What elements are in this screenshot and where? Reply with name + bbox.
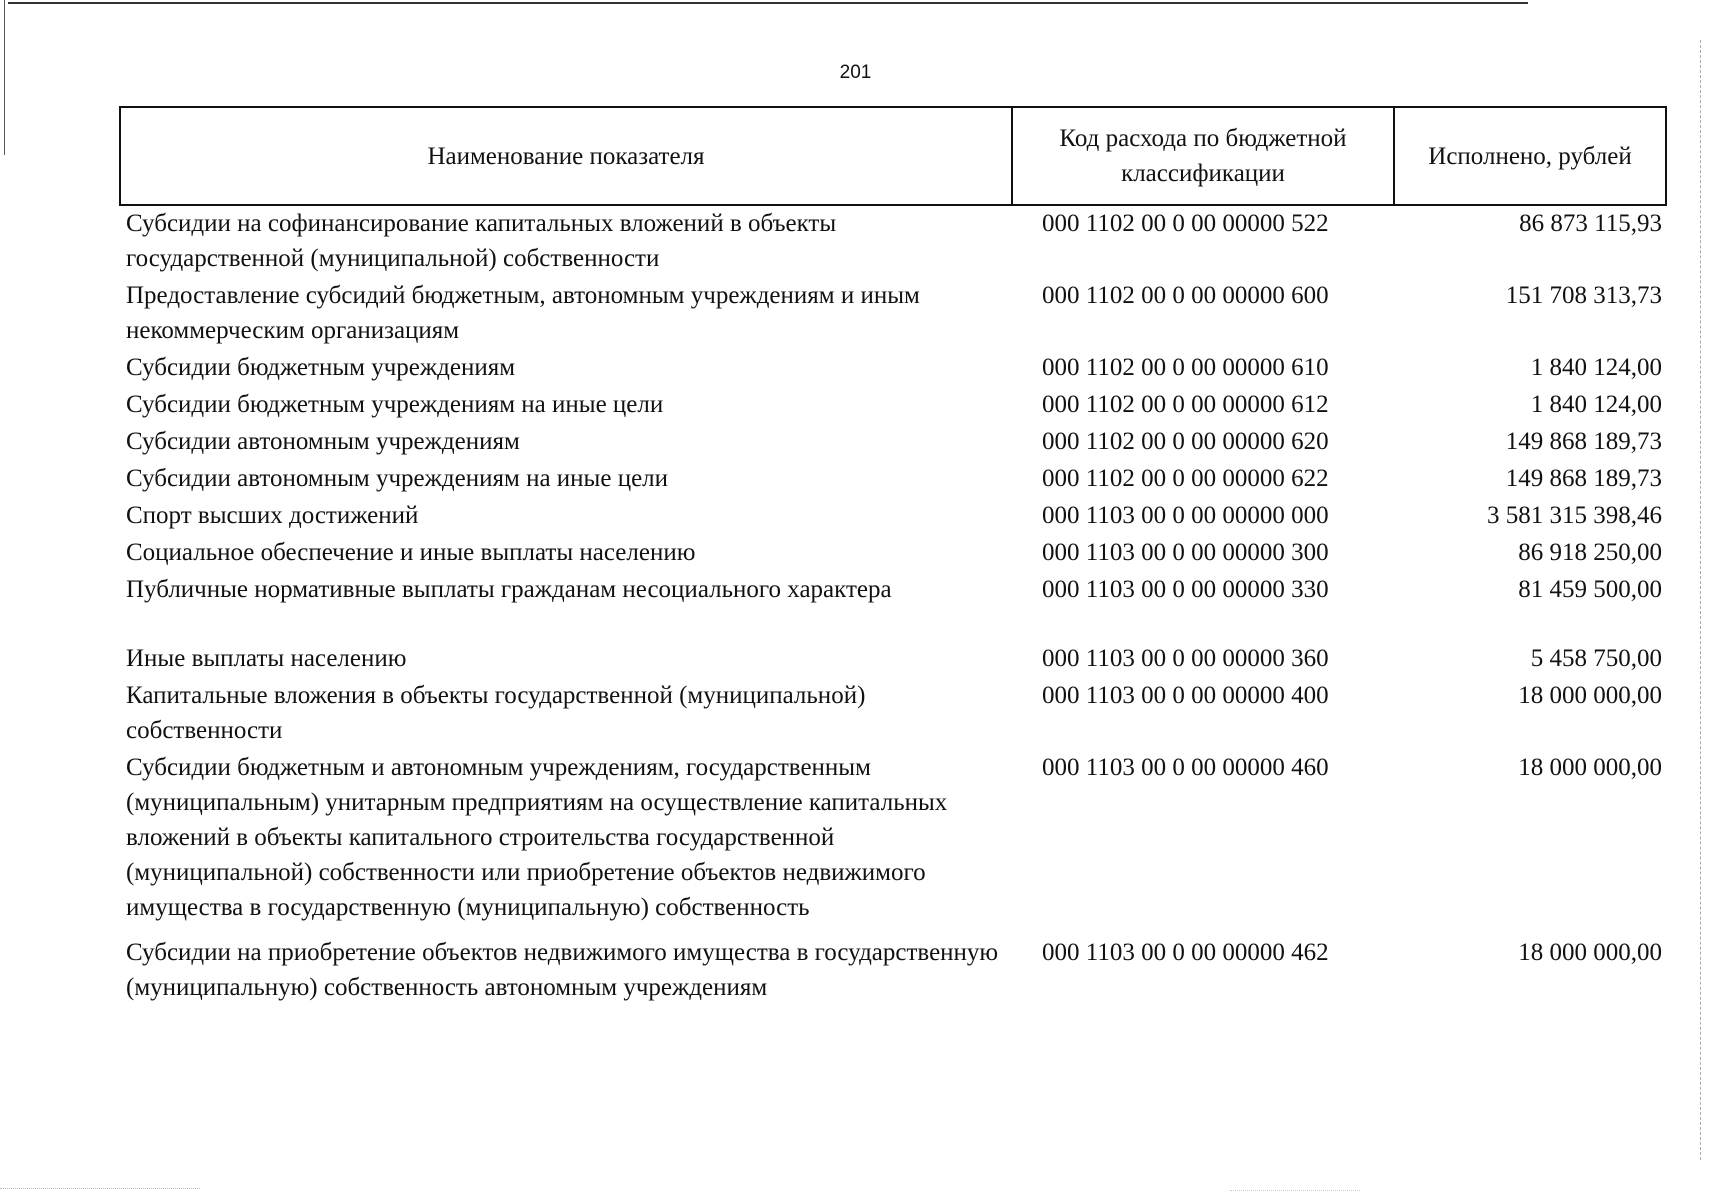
table-header-row: [120, 107, 1666, 205]
table-row: [120, 678, 1666, 750]
row-name: Предоставление субсидий бюджетным, автономным учреждениям и иным некоммерческим организациям: [126, 282, 920, 344]
row-name: Социальное обеспечение и иные выплаты населению: [126, 539, 696, 566]
row-amount: 86 918 250,00: [1518, 539, 1662, 566]
row-amount: 151 708 313,73: [1505, 282, 1662, 309]
header-indicator-name: Наименование показателя: [120, 107, 1012, 205]
row-amount: 1 840 124,00: [1530, 391, 1662, 418]
page-number: 201: [839, 62, 872, 83]
row-amount: 149 868 189,73: [1505, 465, 1662, 492]
row-amount: 81 459 500,00: [1518, 576, 1662, 603]
scan-border-right: [1700, 40, 1701, 1160]
row-amount: 5 458 750,00: [1530, 645, 1662, 672]
row-amount: 3 581 315 398,46: [1487, 502, 1662, 529]
row-amount: 1 840 124,00: [1530, 354, 1662, 381]
table-row: [120, 498, 1666, 535]
row-name: Субсидии на софинансирование капитальных вложений в объекты государственной (муниципальной) собственности: [126, 210, 837, 272]
row-code: 000 1102 00 0 00 00000 610: [1042, 354, 1329, 381]
table-row: [120, 535, 1666, 572]
table-row: [120, 205, 1666, 278]
row-amount: 18 000 000,00: [1518, 754, 1662, 781]
scan-noise-right: [1230, 1190, 1360, 1193]
row-code: 000 1102 00 0 00 00000 612: [1042, 391, 1329, 418]
header-expense-code: Код расхода по бюджетной классификации: [1012, 107, 1394, 205]
row-code: 000 1102 00 0 00 00000 600: [1042, 282, 1329, 309]
row-code: 000 1103 00 0 00 00000 360: [1042, 645, 1329, 672]
row-code: 000 1103 00 0 00 00000 460: [1042, 754, 1329, 781]
row-code: 000 1103 00 0 00 00000 300: [1042, 539, 1329, 566]
row-name: Спорт высших достижений: [126, 502, 419, 529]
table-row: [120, 935, 1666, 1007]
spacer-cell: [120, 609, 1012, 641]
scan-border-top: [8, 2, 1528, 4]
row-name: Публичные нормативные выплаты гражданам несоциального характера: [126, 576, 892, 603]
row-code: 000 1102 00 0 00 00000 620: [1042, 428, 1329, 455]
spacer-cell: [1394, 609, 1666, 641]
row-code: 000 1103 00 0 00 00000 330: [1042, 576, 1329, 603]
row-name: Субсидии бюджетным учреждениям: [126, 354, 516, 381]
table-row: [120, 278, 1666, 350]
table-spacer-row: [120, 609, 1666, 641]
row-amount: 18 000 000,00: [1518, 939, 1662, 966]
scan-noise-left: [0, 1188, 200, 1191]
row-code: 000 1103 00 0 00 00000 400: [1042, 682, 1329, 709]
row-code: 000 1102 00 0 00 00000 522: [1042, 210, 1329, 237]
row-name: Иные выплаты населению: [126, 645, 407, 672]
table-row: [120, 461, 1666, 498]
table-row: [120, 750, 1666, 935]
row-code: 000 1103 00 0 00 00000 462: [1042, 939, 1329, 966]
row-code: 000 1103 00 0 00 00000 000: [1042, 502, 1329, 529]
row-name: Субсидии автономным учреждениям на иные цели: [126, 465, 669, 492]
table-row: [120, 387, 1666, 424]
row-code: 000 1102 00 0 00 00000 622: [1042, 465, 1329, 492]
table-row: [120, 572, 1666, 609]
row-name: Субсидии бюджетным учреждениям на иные цели: [126, 391, 664, 418]
budget-execution-table: [119, 106, 1667, 1007]
row-amount: 86 873 115,93: [1519, 210, 1662, 237]
header-executed-amount: Исполнено, рублей: [1394, 107, 1666, 205]
row-name: Субсидии автономным учреждениям: [126, 428, 520, 455]
spacer-cell: [1012, 609, 1394, 641]
table-row: [120, 641, 1666, 678]
table-row: [120, 424, 1666, 461]
row-name: Субсидии на приобретение объектов недвижимого имущества в государственную (муниципальную) собственность автономным учреждениям: [126, 939, 999, 1001]
row-name: Субсидии бюджетным и автономным учреждениям, государственным (муниципальным) унитарным предприятиям на осуществление капитальных вложений в объекты капитального строительства государственной (муниципальной) собственности или приобретение объектов недвижимого имущества в государственную (муниципальную) собственность: [126, 754, 948, 921]
row-amount: 18 000 000,00: [1518, 682, 1662, 709]
table-row: [120, 350, 1666, 387]
row-amount: 149 868 189,73: [1505, 428, 1662, 455]
row-name: Капитальные вложения в объекты государственной (муниципальной) собственности: [126, 682, 866, 744]
